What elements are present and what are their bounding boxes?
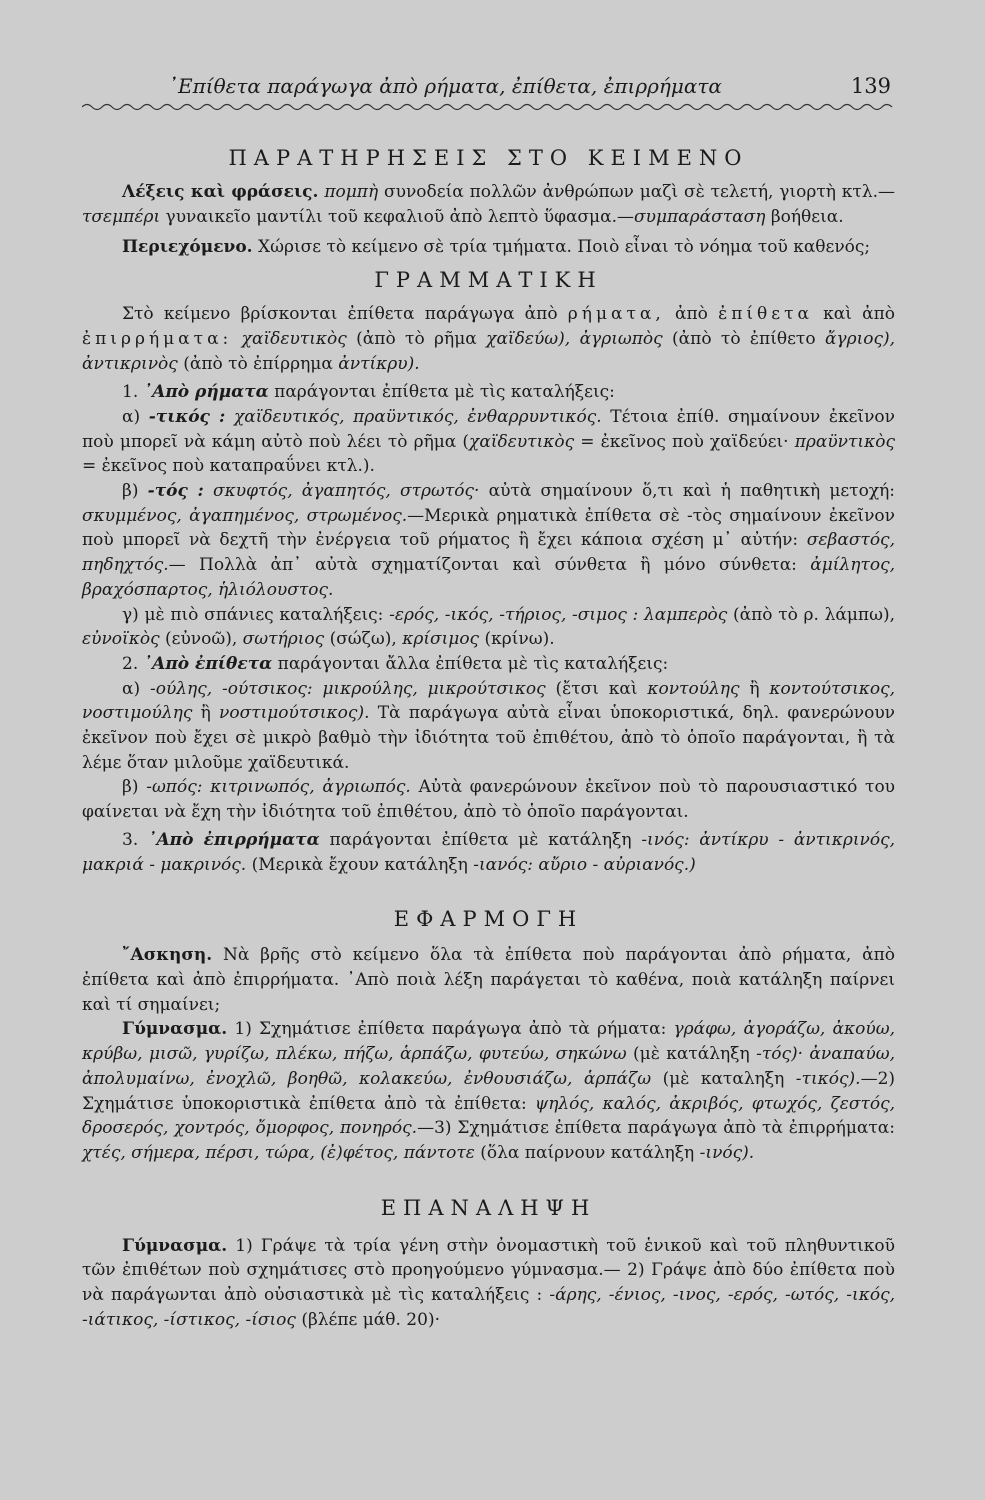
- application-gymnasma: Γύμνασμα. 1) Σχημάτισε ἐπίθετα παράγωγα ἀπὸ τὰ ρήματα: γράφω, ἀγοράζω, ἀκούω, κρύβω, μισῶ, γυρίζω, πλέκω, πήζω, ἁρπάζω, φυτεύω, σηκώνω (μὲ κατάληξη -τός)· ἀναπαύω, ἀπολυμαίνω, ἐνοχλῶ, βοηθῶ, κολακεύω, ἐνθουσιάζω, ἁρπάζω (μὲ καταληξη -τικός).—2) Σχημάτισε ὑποκοριστικὰ ἐπίθετα ἀπὸ τὰ ἐπίθετα: ψηλός, καλός, ἀκριβός, φτωχός, ζεστός, δροσερός, χοντρός, ὄμορφος, πονηρός.—3) Σχημάτισε ἐπίθετα παράγωγα ἀπὸ τὰ ἐπιρρήματα: χτές, σήμερα, πέρσι, τώρα, (ἐ)φέτος, πάντοτε (ὅλα παίρνουν κατάληξη -ινός).: [82, 1019, 896, 1163]
- section-title-grammar: ΓΡΑΜΜΑΤΙΚΗ: [374, 268, 603, 293]
- grammar-item-1b: β) -τός : σκυφτός, ἀγαπητός, στρωτός· αὐτὰ σημαίνουν ὅ,τι καὶ ἡ παθητικὴ μετοχή: σκυμμένος, ἀγαπημένος, στρωμένος.—Μερικὰ ρηματικὰ ἐπίθετα σὲ -τὸς σημαίνουν ἐκεῖνον ποὺ μπορεῖ νὰ δεχτῆ τὴν ἐνέργεια τοῦ ρήματος ἢ ἔχει κάποια σχέση μ᾽ αὐτήν: σεβαστός, πηδηχτός.— Πολλὰ ἀπ᾽ αὐτὰ σχηματίζονται καὶ σύνθετα ἢ μόνο σύνθετα: ἀμίλητος, βραχόσπαρτος, ἡλιόλουστος.: [82, 481, 896, 600]
- section-title-review: ΕΠΑΝΑΛΗΨΗ: [380, 1195, 597, 1220]
- grammar-item-2b: β) -ωπός: κιτρινωπός, ἀγριωπός. Αὐτὰ φανερώνουν ἐκεῖνον ποὺ τὸ παρουσιαστικό του φαίνεται νὰ ἔχη τὴν ἰδιότητα τοῦ ἐπιθέτου, ἀπὸ τὸ ὁποῖο παράγονται.: [82, 777, 896, 823]
- grammar-section-1: 1. ᾽Απὸ ρήματα παράγονται ἐπίθετα μὲ τὶς καταλήξεις:: [122, 382, 615, 403]
- running-head: [82, 74, 895, 98]
- grammar-section-3: 3. ᾽Απὸ ἐπιρρήματα παράγονται ἐπίθετα μὲ κατάληξη -ινός: ἀντίκρυ - ἀντικρινός, μακριά - μακρινός. (Μερικὰ ἔχουν κατάληξη -ιανός: αὔριο - αὐριανός.): [82, 829, 896, 875]
- wavy-rule: [82, 102, 895, 112]
- review-gymnasma: Γύμνασμα. 1) Γράψε τὰ τρία γένη στὴν ὀνομαστικὴ τοῦ ἑνικοῦ καὶ τοῦ πληθυντικοῦ τῶν ἐπιθέτων ποὺ σχημάτισες στὸ προηγούμενο γύμνασμα.— 2) Γράψε ἀπὸ δύο ἐπίθετα ποὺ νὰ παράγωνται ἀπὸ οὐσιαστικὰ μὲ τὶς καταλήξεις : -άρης, -ένιος, -ινος, -ερός, -ωτός, -ικός, -ιάτικος, -ίστικος, -ίσιος (βλέπε μάθ. 20)·: [82, 1235, 895, 1330]
- page-number: 139: [850, 74, 891, 98]
- section-title-notes: ΠΑΡΑΤΗΡΗΣΕΙΣ ΣΤΟ ΚΕΙΜΕΝΟ: [228, 146, 749, 170]
- application-askisi: ῎Ασκηση. Νὰ βρῆς στὸ κείμενο ὅλα τὰ ἐπίθετα ποὺ παράγονται ἀπὸ ρήματα, ἀπὸ ἐπίθετα καὶ ἀπὸ ἐπιρρήματα. ᾽Απὸ ποιὰ λέξη παράγεται τὸ καθένα, ποιὰ κατάληξη παίρνει καὶ τί σημαίνει;: [82, 945, 895, 1015]
- grammar-section-2: 2. ᾽Απὸ ἐπίθετα παράγονται ἄλλα ἐπίθετα μὲ τὶς καταλήξεις:: [122, 653, 669, 674]
- grammar-item-2a: α) -ούλης, -ούτσικος: μικρούλης, μικρούτσικος (ἔτσι καὶ κοντούλης ἢ κοντούτσικος, νοστιμούλης ἢ νοστιμούτσικος). Τὰ παράγωγα αὐτὰ εἶναι ὑποκοριστικά, δηλ. φανερώνουν ἐκεῖνον ποὺ ἔχει σὲ μικρὸ βαθμὸ τὴν ἰδιότητα τοῦ ἐπιθέτου, ἀπὸ τὸ ὁποῖο παράγονται, ἢ τὰ λέμε ὅταν μιλοῦμε χαϊδευτικά.: [82, 678, 896, 773]
- grammar-item-1a: α) -τικός : χαϊδευτικός, πραϋντικός, ἐνθαρρυντικός. Τέτοια ἐπίθ. σημαίνουν ἐκεῖνον ποὺ μπορεῖ νὰ κάμη αὐτὸ ποὺ λέει τὸ ρῆμα (χαϊδευτικὸς = ἐκεῖνος ποὺ χαϊδεύει· πραϋντικὸς = ἐκεῖνος ποὺ καταπραΰνει κτλ.).: [82, 406, 895, 477]
- grammar-intro: Στὸ κείμενο βρίσκονται ἐπίθετα παράγωγα ἀπὸ ρήματα, ἀπὸ ἐπίθετα καὶ ἀπὸ ἐπιρρήματα: χαϊδευτικὸς (ἀπὸ τὸ ρῆμα χαϊδεύω), ἀγριωπὸς (ἀπὸ τὸ ἐπίθετο ἄγριος), ἀντικρινὸς (ἀπὸ τὸ ἐπίρρημα ἀντίκρυ).: [82, 304, 896, 374]
- notes-lexeis: Λέξεις καὶ φράσεις. πομπὴ συνοδεία πολλῶν ἀνθρώπων μαζὶ σὲ τελετή, γιορτὴ κτλ.—τσεμπέρι γυναικεῖο μαντίλι τοῦ κεφαλιοῦ ἀπὸ λεπτὸ ὕφασμα.—συμπαράσταση βοήθεια.: [82, 182, 895, 227]
- notes-periexomeno: Περιεχόμενο. Χώρισε τὸ κείμενο σὲ τρία τμήματα. Ποιὸ εἶναι τὸ νόημα τοῦ καθενός;: [122, 237, 871, 258]
- section-title-application: ΕΦΑΡΜΟΓΗ: [393, 907, 584, 932]
- grammar-item-1c: γ) μὲ πιὸ σπάνιες καταλήξεις: -ερός, -ικός, -τήριος, -σιμος : λαμπερὸς (ἀπὸ τὸ ρ. λάμπω), εὐνοϊκὸς (εὐνοῶ), σωτήριος (σώζω), κρίσιμος (κρίνω).: [82, 604, 895, 650]
- running-title: ᾽Επίθετα παράγωγα ἀπὸ ρήματα, ἐπίθετα, ἐπιρρήματα: [168, 74, 722, 98]
